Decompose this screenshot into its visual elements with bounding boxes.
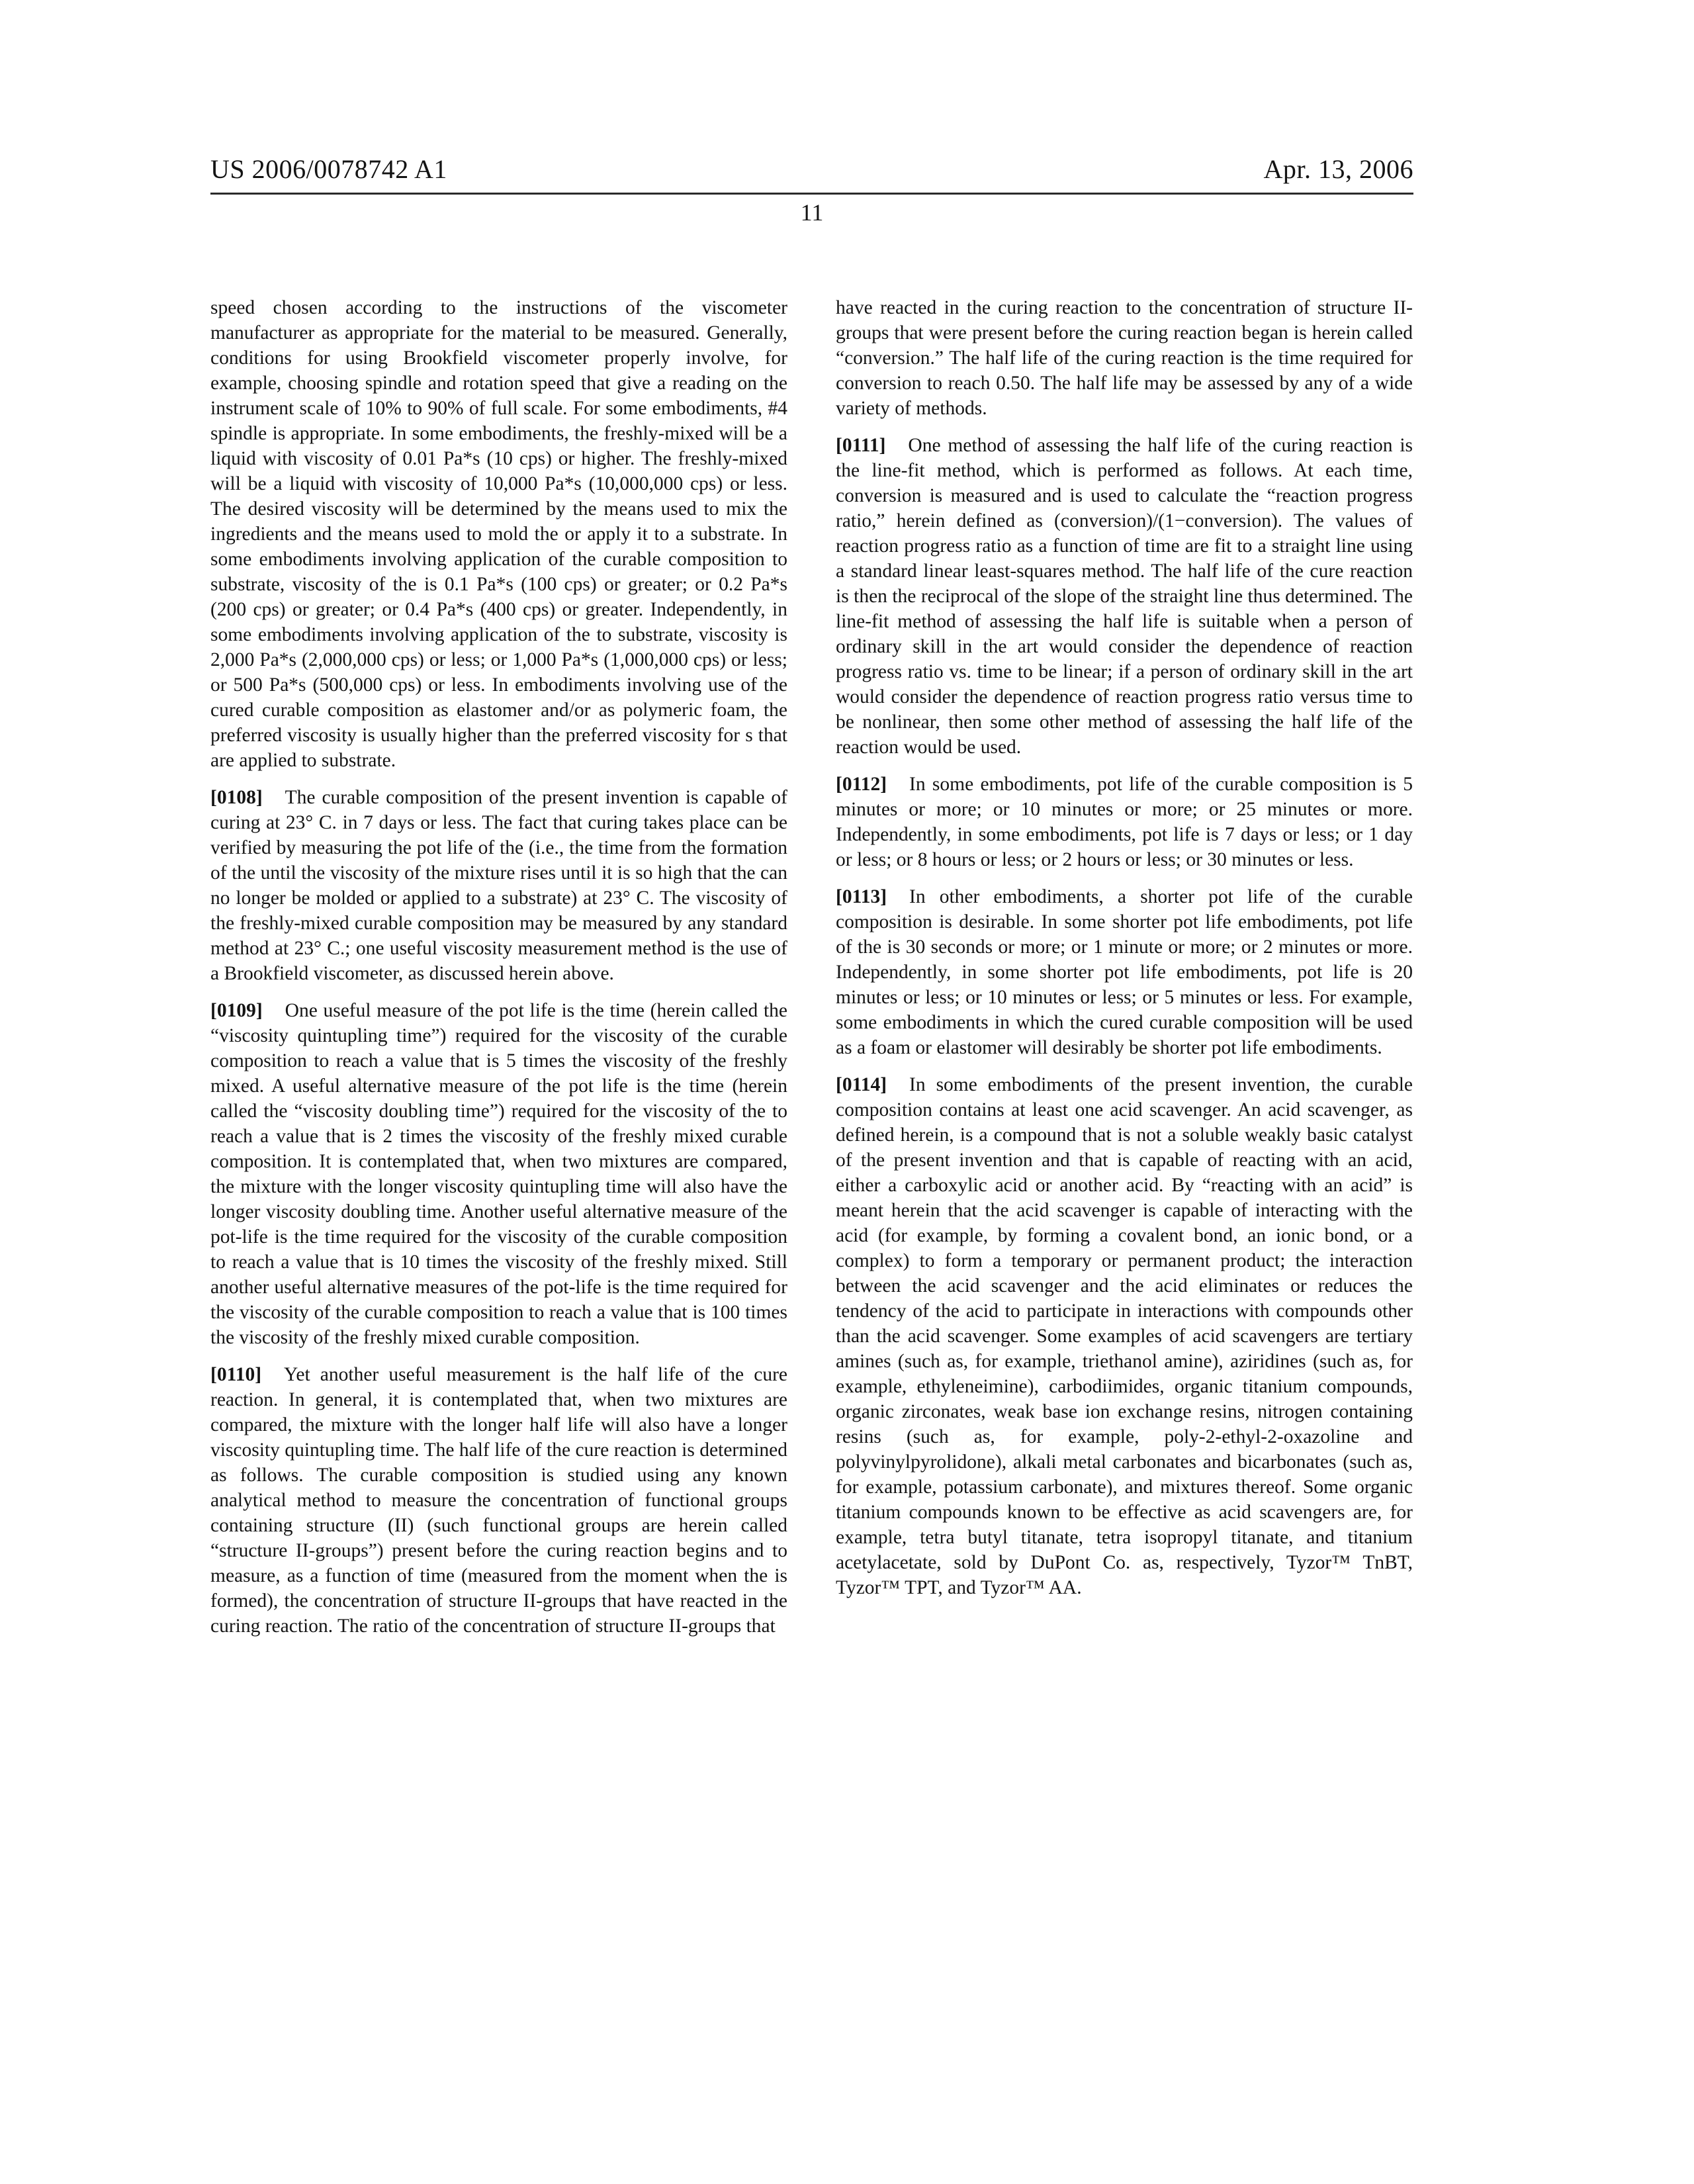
paragraph bbox=[210, 1362, 787, 1639]
paragraph-text: have reacted in the curing reaction to the concentration of structure II-groups that were present before the curing reaction began is herein called “conversion.” The half life of the curing reaction is the time required for conversion to reach 0.50. The half life may be assessed by any of a wide variety of methods. bbox=[836, 297, 1413, 419]
paragraph-number: [0110] bbox=[210, 1364, 262, 1385]
page-number: 11 bbox=[800, 199, 824, 226]
paragraph-text: speed chosen according to the instructions of the viscometer manufacturer as appropriate for the material to be measured. Generally, conditions for using Brookfield viscometer properly involve, for example, choosing spindle and rotation speed that give a reading on the instrument scale of 10% to 90% of full scale. For some embodiments, #4 spindle is appropriate. In some embodiments, the freshly-mixed will be a liquid with viscosity of 0.01 Pa*s (10 cps) or higher. The freshly-mixed will be a liquid with viscosity of 10,000 Pa*s (10,000,000 cps) or less. The desired viscosity will be determined by the means used to mix the ingredients and the means used to mold the or apply it to a substrate. In some embodiments involving application of the curable composition to substrate, viscosity of the is 0.1 Pa*s (100 cps) or greater; or 0.2 Pa*s (200 cps) or greater; or 0.4 Pa*s (400 cps) or greater. Independently, in some embodiments involving application of the to substrate, viscosity is 2,000 Pa*s (2,000,000 cps) or less; or 1,000 Pa*s (1,000,000 cps) or less; or 500 Pa*s (500,000 cps) or less. In embodiments involving use of the cured curable composition as elastomer and/or as polymeric foam, the preferred viscosity is usually higher than the preferred viscosity for s that are applied to substrate. bbox=[210, 297, 787, 771]
paragraph-number: [0112] bbox=[836, 774, 887, 795]
paragraph bbox=[836, 433, 1413, 760]
page-header bbox=[210, 154, 1413, 195]
patent-number: US 2006/0078742 A1 bbox=[210, 154, 447, 184]
paragraph bbox=[210, 785, 787, 986]
paragraph bbox=[836, 295, 1413, 421]
publication-date: Apr. 13, 2006 bbox=[1263, 154, 1413, 184]
paragraph-text: In some embodiments, pot life of the curable composition is 5 minutes or more; or 10 minutes or more; or 25 minutes or more. Independently, in some embodiments, pot life is 7 days or less; or 1 day or less; or 8 hours or less; or 2 hours or less; or 30 minutes or less. bbox=[836, 774, 1413, 870]
paragraph-text: Yet another useful measurement is the half life of the cure reaction. In general, it is contemplated that, when two mixtures are compared, the mixture with the longer half life will also have a longer viscosity quintupling time. The half life of the cure reaction is determined as follows. The curable composition is studied using any known analytical method to measure the concentration of functional groups containing structure (II) (such functional groups are herein called “structure II-groups”) present before the curing reaction begins and to measure, as a function of time (measured from the moment when the is formed), the concentration of structure II-groups that have reacted in the curing reaction. The ratio of the concentration of structure II-groups that bbox=[210, 1364, 787, 1637]
paragraph-text: In other embodiments, a shorter pot life of the curable composition is desirable. In some shorter pot life embodiments, pot life of the is 30 seconds or more; or 1 minute or more; or 2 minutes or more. Independently, in some shorter pot life embodiments, pot life is 20 minutes or less; or 10 minutes or less; or 5 minutes or less. For example, some embodiments in which the cured curable composition will be used as a foam or elastomer will desirably be shorter pot life embodiments. bbox=[836, 886, 1413, 1058]
paragraph bbox=[210, 295, 787, 773]
right-column bbox=[836, 295, 1413, 1651]
paragraph bbox=[210, 998, 787, 1350]
paragraph-text: In some embodiments of the present invention, the curable composition contains at least one acid scavenger. An acid scavenger, as defined herein, is a compound that is not a soluble weakly basic catalyst of the present invention and that is capable of reacting with an acid, either a carboxylic acid or another acid. By “reacting with an acid” is meant herein that the acid scavenger is capable of interacting with the acid (for example, by forming a covalent bond, an ionic bond, or a complex) to form a temporary or permanent product; the interaction between the acid scavenger and the acid eliminates or reduces the tendency of the acid to participate in interactions with compounds other than the acid scavenger. Some examples of acid scavengers are tertiary amines (such as, for example, triethanol amine), aziridines (such as, for example, ethyleneimine), carbodiimides, organic titanium compounds, organic zirconates, weak base ion exchange resins, nitrogen containing resins (such as, for example, poly-2-ethyl-2-oxazoline and polyvinylpyrolidone), alkali metal carbonates and bicarbonates (such as, for example, potassium carbonate), and mixtures thereof. Some organic titanium compounds known to be effective as acid scavengers are, for example, tetra butyl titanate, tetra isopropyl titanate, and titanium acetylacetate, sold by DuPont Co. as, respectively, Tyzor™ TnBT, Tyzor™ TPT, and Tyzor™ AA. bbox=[836, 1074, 1413, 1598]
paragraph-number: [0108] bbox=[210, 787, 263, 808]
paragraph-text: One method of assessing the half life of the curing reaction is the line-fit method, which is performed as follows. At each time, conversion is measured and is used to calculate the “reaction progress ratio,” herein defined as (conversion)/(1−conversion). The values of reaction progress ratio as a function of time are fit to a straight line using a standard linear least-squares method. The half life of the cure reaction is then the reciprocal of the slope of the straight line thus determined. The line-fit method of assessing the half life is suitable when a person of ordinary skill in the art would consider the dependence of reaction progress ratio vs. time to be linear; if a person of ordinary skill in the art would consider the dependence of reaction progress ratio versus time to be nonlinear, then some other method of assessing the half life of the reaction would be used. bbox=[836, 435, 1413, 758]
paragraph-text: The curable composition of the present invention is capable of curing at 23° C. in 7 days or less. The fact that curing takes place can be verified by measuring the pot life of the (i.e., the time from the formation of the until the viscosity of the mixture rises until it is so high that the can no longer be molded or applied to a substrate) at 23° C. The viscosity of the freshly-mixed curable composition may be measured by any standard method at 23° C.; one useful viscosity measurement method is the use of a Brookfield viscometer, as discussed herein above. bbox=[210, 787, 787, 984]
paragraph-text: One useful measure of the pot life is the time (herein called the “viscosity quintupling time”) required for the viscosity of the curable composition to reach a value that is 5 times the viscosity of the freshly mixed. A useful alternative measure of the pot life is the time (herein called the “viscosity doubling time”) required for the viscosity of the to reach a value that is 2 times the viscosity of the freshly mixed curable composition. It is contemplated that, when two mixtures are compared, the mixture with the longer viscosity quintupling time will also have the longer viscosity doubling time. Another useful alternative measure of the pot-life is the time required for the viscosity of the curable composition to reach a value that is 10 times the viscosity of the freshly mixed. Still another useful alternative measures of the pot-life is the time required for the viscosity of the curable composition to reach a value that is 100 times the viscosity of the freshly mixed curable composition. bbox=[210, 1000, 787, 1348]
paragraph-number: [0109] bbox=[210, 1000, 263, 1021]
body-columns bbox=[210, 295, 1413, 1651]
left-column bbox=[210, 295, 787, 1651]
paragraph-number: [0111] bbox=[836, 435, 886, 456]
paragraph-number: [0113] bbox=[836, 886, 887, 907]
paragraph bbox=[836, 772, 1413, 872]
paragraph bbox=[836, 1072, 1413, 1600]
paragraph-number: [0114] bbox=[836, 1074, 887, 1095]
paragraph bbox=[836, 884, 1413, 1060]
